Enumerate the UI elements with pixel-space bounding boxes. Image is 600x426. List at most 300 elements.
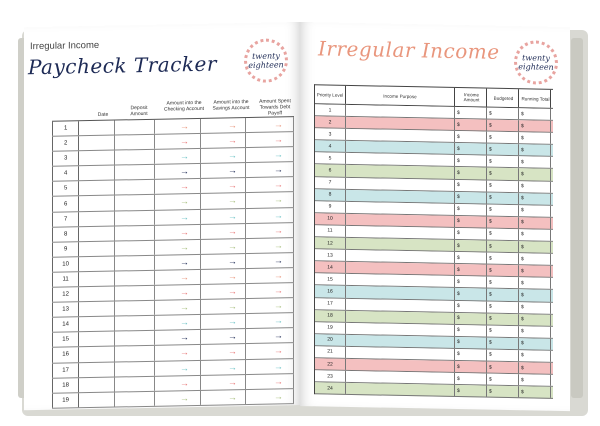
currency-cell[interactable]: $: [455, 264, 487, 276]
right-arrow-icon: →: [274, 224, 283, 236]
right-arrow-icon: →: [228, 316, 237, 327]
right-arrow-icon: →: [274, 375, 283, 387]
currency-cell[interactable]: $: [487, 168, 519, 180]
left-page: [24, 22, 300, 410]
table-cell[interactable]: [79, 166, 115, 181]
priority-level-cell: 3: [315, 128, 346, 140]
row-number: 11: [52, 272, 79, 287]
badge-right-line2: eighteen: [518, 62, 554, 72]
priority-level-cell: 20: [315, 334, 346, 346]
currency-cell[interactable]: $: [455, 155, 487, 167]
income-purpose-cell[interactable]: [346, 250, 455, 263]
income-purpose-cell[interactable]: [346, 117, 455, 130]
table-cell[interactable]: [79, 377, 115, 392]
priority-level-cell: 4: [315, 141, 346, 153]
currency-cell[interactable]: $: [487, 277, 519, 289]
currency-cell[interactable]: $: [455, 131, 487, 143]
right-arrow-icon: →: [274, 345, 283, 356]
table-cell[interactable]: [201, 254, 247, 269]
priority-level-cell: 24: [315, 382, 346, 394]
floral-wreath-badge-right: [514, 40, 558, 85]
table-cell[interactable]: [115, 331, 155, 346]
right-arrow-icon: →: [274, 179, 283, 190]
table-cell[interactable]: [201, 178, 247, 193]
table-cell[interactable]: [115, 120, 155, 135]
right-arrow-icon: →: [228, 376, 237, 387]
priority-level-cell: 10: [315, 213, 346, 225]
right-arrow-icon: →: [274, 330, 283, 341]
right-arrow-icon: →: [274, 315, 283, 326]
currency-cell[interactable]: $: [519, 229, 551, 241]
right-arrow-icon: →: [180, 181, 189, 192]
currency-cell[interactable]: $: [519, 338, 551, 350]
table-cell[interactable]: [79, 347, 115, 362]
right-arrow-icon: →: [228, 180, 237, 191]
priority-level-cell: 9: [315, 201, 346, 213]
currency-cell[interactable]: $: [455, 143, 487, 155]
currency-cell[interactable]: $: [455, 325, 487, 337]
table-cell[interactable]: [79, 256, 115, 271]
irregular-income-table: [314, 84, 553, 399]
right-arrow-icon: →: [274, 255, 283, 266]
currency-cell[interactable]: $: [487, 313, 519, 325]
table-cell[interactable]: [115, 286, 155, 301]
currency-cell[interactable]: $: [519, 181, 551, 193]
currency-cell[interactable]: $: [519, 144, 551, 156]
income-purpose-cell[interactable]: [346, 141, 455, 154]
priority-level-cell: 21: [315, 346, 346, 358]
table-cell[interactable]: [155, 134, 201, 149]
currency-cell[interactable]: $: [455, 373, 487, 385]
income-purpose-cell[interactable]: [346, 323, 455, 336]
right-arrow-icon: →: [180, 332, 189, 343]
right-arrow-icon: →: [180, 211, 189, 222]
priority-level-cell: 22: [315, 358, 346, 370]
currency-cell[interactable]: $: [455, 107, 487, 119]
right-arrow-icon: →: [274, 391, 283, 402]
right-arrow-icon: →: [228, 135, 237, 146]
currency-cell[interactable]: $: [487, 132, 519, 144]
table-cell[interactable]: [115, 301, 155, 316]
right-arrow-icon: →: [228, 331, 237, 342]
table-cell[interactable]: [201, 360, 247, 375]
currency-cell[interactable]: $: [487, 386, 519, 398]
income-purpose-cell[interactable]: [346, 214, 455, 227]
right-arrow-icon: →: [180, 241, 189, 253]
table-cell[interactable]: [115, 241, 155, 256]
currency-cell[interactable]: $: [455, 276, 487, 288]
currency-cell[interactable]: $: [519, 241, 551, 253]
table-cell[interactable]: [201, 329, 247, 344]
right-arrow-icon: →: [180, 196, 189, 207]
currency-cell[interactable]: $: [519, 157, 551, 169]
table-cell[interactable]: [79, 392, 115, 407]
right-arrow-icon: →: [180, 121, 189, 132]
table-cell[interactable]: [246, 147, 294, 162]
table-cell[interactable]: [201, 224, 247, 239]
income-purpose-cell[interactable]: [346, 129, 455, 142]
right-arrow-icon: →: [274, 119, 283, 130]
table-cell[interactable]: [79, 136, 115, 151]
right-arrow-icon: →: [180, 302, 189, 313]
currency-cell[interactable]: $: [519, 205, 551, 217]
table-cell[interactable]: [155, 209, 201, 224]
table-cell[interactable]: [79, 181, 115, 196]
table-cell[interactable]: [201, 133, 247, 148]
priority-level-cell: 11: [315, 225, 346, 237]
currency-cell[interactable]: $: [487, 144, 519, 156]
table-cell[interactable]: [115, 180, 155, 195]
currency-cell[interactable]: $: [519, 302, 551, 314]
priority-level-cell: 23: [315, 370, 346, 382]
table-cell[interactable]: [246, 268, 294, 283]
table-cell[interactable]: [201, 299, 247, 314]
badge-line2: eighteen: [248, 60, 284, 70]
income-purpose-cell[interactable]: [346, 262, 455, 275]
right-arrow-icon: →: [274, 300, 283, 311]
right-arrow-icon: →: [180, 287, 189, 298]
row-number: 18: [52, 378, 79, 393]
table-cell[interactable]: [201, 118, 247, 133]
row-number: 15: [52, 333, 79, 348]
priority-level-cell: 16: [315, 286, 346, 298]
table-cell[interactable]: [115, 376, 155, 391]
table-cell[interactable]: [246, 359, 294, 374]
table-cell[interactable]: [79, 226, 115, 241]
col-header-checking: Amount into the Checking Account: [163, 99, 205, 113]
priority-level-cell: 7: [315, 177, 346, 189]
table-cell[interactable]: [155, 149, 201, 164]
right-arrow-icon: →: [180, 226, 189, 237]
table-cell[interactable]: [155, 330, 201, 345]
income-purpose-cell[interactable]: [346, 226, 455, 239]
table-cell[interactable]: [79, 362, 115, 377]
currency-cell[interactable]: $: [519, 386, 551, 398]
right-arrow-icon: →: [180, 166, 189, 177]
table-cell[interactable]: [155, 285, 201, 300]
right-arrow-icon: →: [274, 164, 283, 175]
row-number: 19: [52, 393, 79, 408]
priority-level-cell: 17: [315, 298, 346, 310]
priority-level-cell: 12: [315, 237, 346, 249]
income-purpose-cell[interactable]: [346, 153, 455, 166]
currency-cell[interactable]: $: [519, 290, 551, 302]
currency-cell[interactable]: $: [519, 362, 551, 374]
right-arrow-icon: →: [180, 377, 189, 388]
table-cell[interactable]: [115, 271, 155, 286]
table-cell[interactable]: [201, 193, 247, 208]
currency-cell[interactable]: $: [487, 362, 519, 374]
paycheck-table: [52, 116, 294, 408]
table-cell[interactable]: [246, 389, 294, 404]
right-arrow-icon: →: [274, 149, 283, 160]
currency-cell[interactable]: $: [455, 288, 487, 300]
table-cell[interactable]: [115, 391, 155, 406]
right-arrow-icon: →: [180, 151, 189, 162]
right-arrow-icon: →: [180, 392, 189, 403]
table-cell[interactable]: [246, 313, 294, 328]
currency-cell[interactable]: $: [487, 229, 519, 241]
currency-cell[interactable]: $: [519, 314, 551, 326]
table-cell[interactable]: [115, 346, 155, 361]
right-arrow-icon: →: [180, 317, 189, 328]
col-header-priority: Priority Level: [315, 85, 346, 104]
col-header-income: Income Amount: [455, 88, 487, 107]
left-page-subtitle: Irregular Income: [30, 39, 100, 53]
currency-cell[interactable]: $: [487, 120, 519, 132]
table-cell[interactable]: [115, 225, 155, 240]
table-cell[interactable]: [201, 314, 247, 329]
currency-cell[interactable]: $: [455, 385, 487, 397]
right-arrow-icon: →: [228, 346, 237, 357]
table-cell[interactable]: [246, 132, 294, 147]
table-cell[interactable]: [201, 390, 247, 405]
currency-cell[interactable]: $: [455, 167, 487, 179]
right-arrow-icon: →: [180, 362, 189, 373]
currency-cell[interactable]: $: [455, 228, 487, 240]
table-cell[interactable]: [115, 256, 155, 271]
table-cell[interactable]: [115, 165, 155, 180]
table-cell[interactable]: [115, 150, 155, 165]
right-arrow-icon: →: [228, 271, 237, 282]
row-number: 1: [52, 121, 79, 136]
currency-cell[interactable]: $: [487, 108, 519, 120]
currency-cell[interactable]: $: [519, 169, 551, 181]
currency-cell[interactable]: $: [455, 192, 487, 204]
table-cell[interactable]: [155, 240, 201, 255]
row-number: 14: [52, 317, 79, 332]
income-purpose-cell[interactable]: [346, 202, 455, 215]
table-cell[interactable]: [115, 210, 155, 225]
table-cell[interactable]: [155, 300, 201, 315]
table-cell[interactable]: [79, 121, 115, 136]
currency-cell[interactable]: $: [487, 349, 519, 361]
table-cell[interactable]: [155, 270, 201, 285]
table-cell[interactable]: [201, 239, 247, 254]
currency-cell[interactable]: $: [487, 289, 519, 301]
table-cell[interactable]: [155, 179, 201, 194]
right-arrow-icon: →: [228, 150, 237, 161]
table-cell[interactable]: [201, 269, 247, 284]
right-arrow-icon: →: [274, 285, 283, 296]
currency-cell[interactable]: $: [487, 301, 519, 313]
right-arrow-icon: →: [180, 272, 189, 283]
table-cell[interactable]: [115, 316, 155, 331]
table-cell[interactable]: [79, 241, 115, 256]
currency-cell[interactable]: $: [487, 204, 519, 216]
col-header-running-total: Running Total: [519, 89, 551, 108]
right-arrow-icon: →: [274, 134, 283, 145]
priority-level-cell: 6: [315, 165, 346, 177]
col-header-debt: Amount Spent Towards Debt Payoff: [259, 98, 291, 117]
table-cell[interactable]: [155, 360, 201, 375]
currency-cell[interactable]: $: [455, 361, 487, 373]
left-page-title: Paycheck Tracker: [28, 51, 217, 80]
table-cell[interactable]: [246, 177, 294, 192]
row-number: 13: [52, 302, 79, 317]
currency-cell[interactable]: $: [519, 108, 551, 120]
table-cell[interactable]: [246, 298, 294, 313]
table-cell[interactable]: [79, 151, 115, 166]
table-cell[interactable]: [79, 271, 115, 286]
currency-cell[interactable]: $: [519, 278, 551, 290]
table-row: [52, 389, 294, 409]
income-purpose-cell[interactable]: [346, 347, 455, 360]
currency-cell[interactable]: $: [519, 217, 551, 229]
row-number: 3: [52, 151, 79, 166]
currency-cell[interactable]: $: [487, 180, 519, 192]
income-purpose-cell[interactable]: [346, 105, 455, 118]
right-arrow-icon: →: [274, 360, 283, 371]
table-cell[interactable]: [115, 135, 155, 150]
currency-cell[interactable]: $: [455, 216, 487, 228]
table-cell[interactable]: [201, 163, 247, 178]
currency-cell[interactable]: $: [455, 240, 487, 252]
right-arrow-icon: →: [274, 194, 283, 205]
currency-cell[interactable]: $: [519, 253, 551, 265]
table-cell[interactable]: [246, 223, 294, 238]
currency-cell[interactable]: $: [519, 350, 551, 362]
currency-cell[interactable]: $: [487, 325, 519, 337]
currency-cell[interactable]: $: [455, 349, 487, 361]
currency-cell[interactable]: $: [487, 265, 519, 277]
income-purpose-cell[interactable]: [346, 238, 455, 251]
currency-cell[interactable]: $: [455, 119, 487, 131]
income-purpose-cell[interactable]: [346, 383, 455, 396]
currency-cell[interactable]: $: [519, 120, 551, 132]
table-cell[interactable]: [79, 196, 115, 211]
table-cell[interactable]: [79, 317, 115, 332]
right-arrow-icon: →: [228, 210, 237, 221]
right-arrow-icon: →: [228, 225, 237, 237]
currency-cell[interactable]: $: [455, 252, 487, 264]
col-header-date: Date: [97, 111, 109, 118]
income-purpose-cell[interactable]: [346, 286, 455, 299]
col-header-savings: Amount into the Savings Account: [212, 98, 250, 112]
income-purpose-cell[interactable]: [346, 190, 455, 203]
currency-cell[interactable]: $: [519, 374, 551, 386]
currency-cell[interactable]: $: [487, 156, 519, 168]
priority-level-cell: 2: [315, 116, 346, 128]
table-cell[interactable]: [155, 225, 201, 240]
table-cell[interactable]: [79, 332, 115, 347]
table-cell[interactable]: [201, 284, 247, 299]
currency-cell[interactable]: $: [455, 300, 487, 312]
right-arrow-icon: →: [228, 286, 237, 297]
col-header-purpose: Income Purpose: [346, 86, 455, 106]
col-header-deposit: Deposit Amount: [130, 104, 148, 118]
currency-cell[interactable]: $: [487, 337, 519, 349]
table-cell[interactable]: [201, 209, 247, 224]
table-cell[interactable]: [155, 194, 201, 209]
row-number: 6: [52, 197, 79, 212]
row-number: 9: [52, 242, 79, 257]
currency-cell[interactable]: $: [519, 265, 551, 277]
income-purpose-cell[interactable]: [346, 298, 455, 311]
table-cell[interactable]: [155, 315, 201, 330]
right-arrow-icon: →: [228, 256, 237, 267]
table-cell[interactable]: [246, 193, 294, 208]
income-purpose-cell[interactable]: [346, 371, 455, 384]
table-cell[interactable]: [115, 361, 155, 376]
table-cell[interactable]: [246, 208, 294, 223]
right-arrow-icon: →: [228, 195, 237, 206]
table-cell[interactable]: [246, 328, 294, 343]
currency-cell[interactable]: $: [487, 374, 519, 386]
priority-level-cell: 18: [315, 310, 346, 322]
income-purpose-cell[interactable]: [346, 359, 455, 372]
table-cell[interactable]: [246, 374, 294, 389]
table-cell[interactable]: [201, 148, 247, 163]
income-purpose-cell[interactable]: [346, 335, 455, 348]
currency-cell[interactable]: $: [455, 204, 487, 216]
priority-level-cell: 14: [315, 262, 346, 274]
row-number: 2: [52, 136, 79, 151]
row-number: 12: [52, 287, 79, 302]
table-cell[interactable]: [79, 211, 115, 226]
table-cell[interactable]: [155, 255, 201, 270]
table-cell[interactable]: [115, 195, 155, 210]
row-number: 4: [52, 167, 79, 182]
right-arrow-icon: →: [180, 347, 189, 358]
row-number: 17: [52, 363, 79, 378]
priority-level-cell: 19: [315, 322, 346, 334]
priority-level-cell: 8: [315, 189, 346, 201]
row-number: 10: [52, 257, 79, 272]
table-cell[interactable]: [246, 162, 294, 177]
col-header-budgeted: Budgeted: [487, 89, 519, 108]
table-cell[interactable]: [79, 287, 115, 302]
currency-cell[interactable]: $: [519, 193, 551, 205]
table-cell[interactable]: [201, 375, 247, 390]
right-arrow-icon: →: [274, 270, 283, 281]
currency-cell[interactable]: $: [487, 241, 519, 253]
table-cell[interactable]: [155, 391, 201, 406]
currency-cell[interactable]: $: [455, 337, 487, 349]
row-number: 8: [52, 227, 79, 242]
table-cell[interactable]: [246, 238, 294, 253]
currency-cell[interactable]: $: [487, 192, 519, 204]
currency-cell[interactable]: $: [455, 180, 487, 192]
income-purpose-cell[interactable]: [346, 165, 455, 178]
table-cell[interactable]: [79, 302, 115, 317]
currency-cell[interactable]: $: [487, 253, 519, 265]
table-cell[interactable]: [201, 344, 247, 359]
currency-cell[interactable]: $: [519, 132, 551, 144]
right-arrow-icon: →: [274, 209, 283, 221]
currency-cell[interactable]: $: [487, 216, 519, 228]
table-cell[interactable]: [246, 253, 294, 268]
floral-wreath-badge: [244, 38, 288, 83]
income-purpose-cell[interactable]: [346, 274, 455, 287]
badge-right-line1: twenty: [522, 53, 550, 63]
currency-cell[interactable]: $: [455, 313, 487, 325]
table-cell[interactable]: [155, 164, 201, 179]
income-purpose-cell[interactable]: [346, 310, 455, 323]
badge-line1: twenty: [252, 51, 280, 61]
right-arrow-icon: →: [180, 136, 189, 147]
income-purpose-cell[interactable]: [346, 177, 455, 190]
table-cell[interactable]: [246, 283, 294, 298]
right-arrow-icon: →: [274, 240, 283, 251]
table-cell[interactable]: [246, 117, 294, 132]
table-cell[interactable]: [246, 344, 294, 359]
currency-cell[interactable]: $: [519, 326, 551, 338]
table-cell[interactable]: [155, 376, 201, 391]
table-cell[interactable]: [155, 119, 201, 134]
right-arrow-icon: →: [228, 391, 237, 403]
table-cell[interactable]: [155, 345, 201, 360]
